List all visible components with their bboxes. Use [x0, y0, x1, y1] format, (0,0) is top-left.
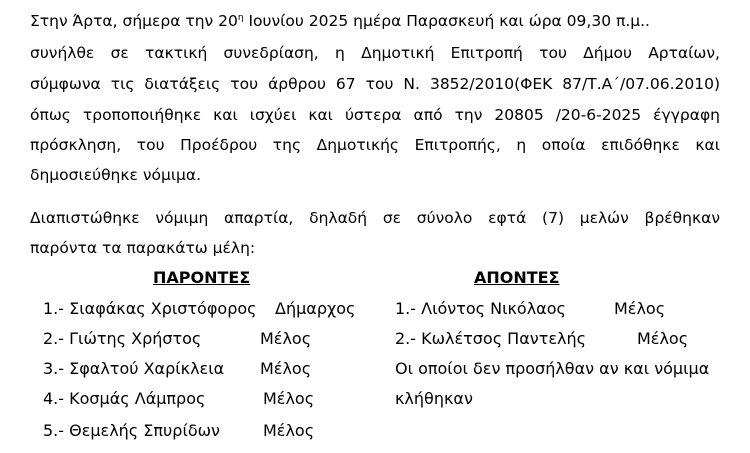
absent-note-line-1: Οι οποίοι δεν προσήλθαν αν και νόμιμα: [395, 359, 710, 378]
intro-line-2: συνήλθε σε τακτική συνεδρίαση, η Δημοτική Επιτροπή του Δήμου Αρταίων,: [30, 44, 720, 62]
intro-line-5: πρόσκληση, του Προέδρου της Δημοτικής Επιτροπής, η οποία επιδόθηκε και: [30, 136, 720, 154]
quorum-line-2: παρόντα τα παρακάτω μέλη:: [30, 239, 256, 257]
intro-line-1: [30, 11, 720, 31]
absent-heading: ΑΠΟΝΤΕΣ: [474, 268, 560, 287]
present-member-name: 3.- Σφαλτού Χαρίκλεια: [43, 359, 225, 378]
present-heading: ΠΑΡΟΝΤΕΣ: [153, 268, 251, 287]
intro-line-1-a: Στην Άρτα, σήμερα την 20: [30, 12, 238, 30]
intro-line-1-b: Ιουνίου 2025 ημέρα Παρασκευή και ώρα 09,30 π.μ..: [243, 12, 650, 30]
present-member-role: Μέλος: [263, 421, 315, 440]
intro-line-4: όπως τροποποιήθηκε και ισχύει και ύστερα από την 20805 /20-6-2025 έγγραφη: [30, 106, 720, 124]
absent-member-name: 2.- Κωλέτσος Παντελής: [395, 329, 586, 348]
present-member-name: 5.- Θεμελής Σπυρίδων: [43, 421, 220, 440]
absent-member-role: Μέλος: [637, 329, 689, 348]
quorum-line-1: Διαπιστώθηκε νόμιμη απαρτία, δηλαδή σε σύνολο εφτά (7) μελών βρέθηκαν: [30, 209, 720, 227]
absent-member-name: 1.- Λιόντος Νικόλαος: [395, 299, 566, 318]
present-member-role: Δήμαρχος: [275, 299, 356, 318]
intro-line-3: σύμφωνα τις διατάξεις του άρθρου 67 του Ν. 3852/2010(ΦΕΚ 87/Τ.Α΄/07.06.2010): [30, 75, 720, 93]
present-member-role: Μέλος: [263, 389, 315, 408]
present-member-name: 4.- Κοσμάς Λάμπρος: [43, 389, 206, 408]
present-member-role: Μέλος: [260, 359, 312, 378]
present-member-role: Μέλος: [260, 329, 312, 348]
present-member-name: 2.- Γιώτης Χρήστος: [43, 329, 202, 348]
intro-line-6: δημοσιεύθηκε νόμιμα.: [30, 166, 202, 184]
present-member-name: 1.- Σιαφάκας Χριστόφορος: [43, 299, 257, 318]
absent-member-role: Μέλος: [614, 299, 666, 318]
absent-note-line-2: κλήθηκαν: [395, 389, 473, 408]
day-ordinal-suffix: η: [237, 13, 244, 23]
